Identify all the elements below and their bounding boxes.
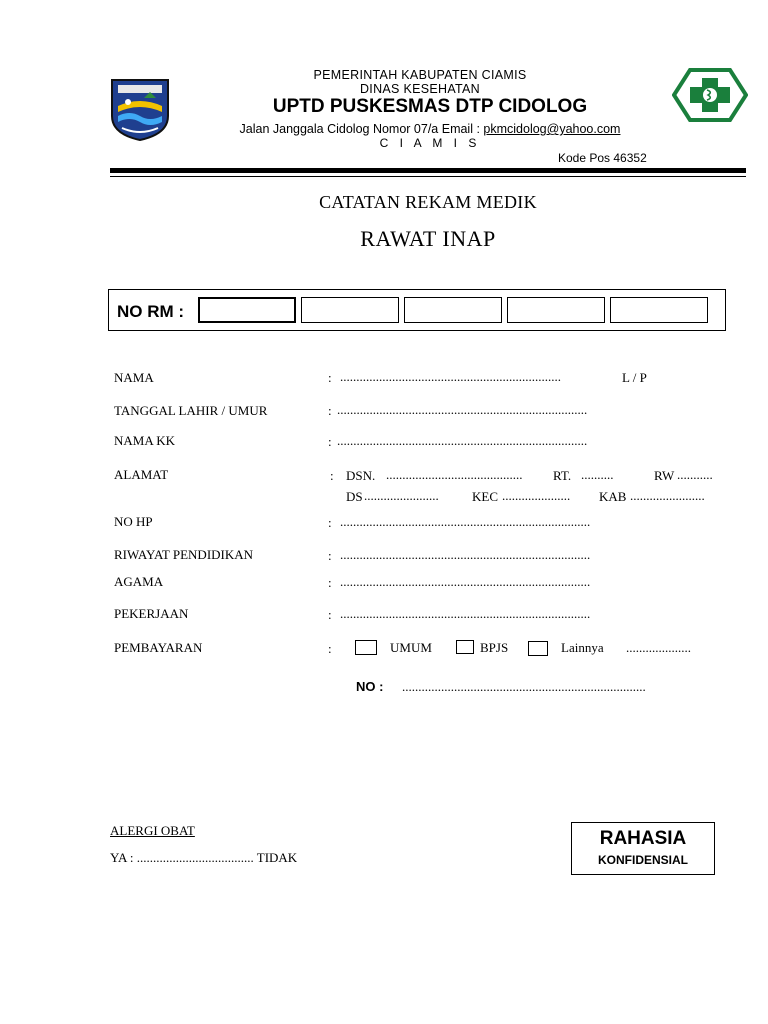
field-no-hp-label: NO HP bbox=[114, 514, 153, 529]
field-pekerjaan-colon: : bbox=[328, 607, 332, 622]
alergi-tidak-label: TIDAK bbox=[256, 850, 298, 865]
field-no-hp-input[interactable]: ............................................................................. bbox=[340, 514, 591, 529]
payment-lainnya-input[interactable]: .................... bbox=[626, 640, 691, 655]
field-alamat-dsn-label: DSN. bbox=[346, 468, 376, 483]
field-alamat-kab-label: KAB bbox=[599, 489, 627, 504]
header-department: DINAS KESEHATAN bbox=[359, 82, 481, 96]
field-nama-input[interactable]: .................................................................... bbox=[340, 369, 561, 384]
field-nama-kk-input[interactable]: ............................................................................. bbox=[337, 433, 588, 448]
field-pendidikan-label: RIWAYAT PENDIDIKAN bbox=[114, 547, 254, 562]
alergi-ya-input[interactable]: .................................... bbox=[136, 850, 254, 865]
header-address-text: Jalan Janggala Cidolog Nomor 07/a Email : bbox=[239, 122, 484, 136]
payment-umum-label: UMUM bbox=[390, 640, 432, 655]
document-title: CATATAN REKAM MEDIK bbox=[319, 192, 537, 212]
header-divider-thin bbox=[110, 176, 746, 177]
payment-umum-checkbox[interactable] bbox=[355, 640, 377, 655]
confidential-stamp bbox=[571, 822, 715, 875]
field-gender-option[interactable]: L / P bbox=[622, 370, 647, 385]
header-facility-name: UPTD PUSKESMAS DTP CIDOLOG bbox=[272, 96, 588, 117]
alergi-ya-label: YA : bbox=[110, 850, 134, 865]
field-alamat-rt-label: RT. bbox=[553, 468, 572, 483]
alergi-obat-row bbox=[110, 850, 297, 866]
puskesmas-green-cross-icon bbox=[672, 68, 748, 122]
rm-digit-cell-2[interactable] bbox=[301, 297, 399, 323]
field-alamat-colon: : bbox=[330, 468, 334, 483]
confidential-stamp-subtitle: KONFIDENSIAL bbox=[598, 853, 688, 867]
field-alamat-kec-input[interactable]: ..................... bbox=[502, 488, 571, 503]
header-email-link[interactable]: pkmcidolog@yahoo.com bbox=[483, 122, 621, 136]
field-alamat-kec-label: KEC bbox=[472, 489, 498, 504]
payment-lainnya-label: Lainnya bbox=[561, 640, 604, 655]
field-alamat-rt-input[interactable]: .......... bbox=[581, 467, 614, 482]
field-pembayaran-colon: : bbox=[328, 641, 332, 656]
field-pekerjaan-label: PEKERJAAN bbox=[114, 606, 189, 621]
payment-bpjs-checkbox[interactable] bbox=[456, 640, 474, 654]
header-government: PEMERINTAH KABUPATEN CIAMIS bbox=[313, 68, 527, 82]
rm-number-label: NO RM : bbox=[117, 302, 185, 321]
field-no-hp-colon: : bbox=[328, 515, 332, 530]
field-nama-label: NAMA bbox=[114, 370, 154, 385]
field-tanggal-lahir-input[interactable]: ............................................................................. bbox=[337, 402, 588, 417]
field-pendidikan-input[interactable]: ............................................................................. bbox=[340, 547, 591, 562]
alergi-obat-title: ALERGI OBAT bbox=[110, 823, 195, 838]
field-nama-kk-colon: : bbox=[328, 434, 332, 449]
payment-no-label: NO : bbox=[356, 679, 384, 694]
document-subtitle: RAWAT INAP bbox=[360, 226, 496, 251]
field-nama-colon: : bbox=[328, 370, 332, 385]
payment-bpjs-label: BPJS bbox=[480, 640, 509, 655]
header-postal-code: Kode Pos 46352 bbox=[558, 151, 647, 165]
ciamis-regency-crest-icon bbox=[108, 76, 172, 142]
header-address bbox=[180, 122, 680, 136]
field-tanggal-lahir-label: TANGGAL LAHIR / UMUR bbox=[114, 403, 268, 418]
header-divider-thick bbox=[110, 168, 746, 173]
field-agama-colon: : bbox=[328, 575, 332, 590]
field-nama-kk-label: NAMA KK bbox=[114, 433, 176, 448]
field-alamat-ds-label: DS bbox=[346, 489, 363, 504]
payment-lainnya-checkbox[interactable] bbox=[528, 641, 548, 656]
field-pekerjaan-input[interactable]: ............................................................................. bbox=[340, 606, 591, 621]
field-tanggal-lahir-colon: : bbox=[328, 403, 332, 418]
field-alamat-ds-input[interactable]: ....................... bbox=[364, 488, 439, 503]
field-agama-label: AGAMA bbox=[114, 574, 164, 589]
rm-digit-cell-4[interactable] bbox=[507, 297, 605, 323]
rm-digit-cell-5[interactable] bbox=[610, 297, 708, 323]
payment-no-input[interactable]: ........................................................................... bbox=[402, 679, 646, 694]
field-alamat-dsn-input[interactable]: .......................................... bbox=[386, 467, 523, 482]
rm-digit-cell-3[interactable] bbox=[404, 297, 502, 323]
confidential-stamp-title: RAHASIA bbox=[599, 828, 687, 849]
field-pembayaran-label: PEMBAYARAN bbox=[114, 640, 203, 655]
rm-digit-cell-1[interactable] bbox=[198, 297, 296, 323]
field-pendidikan-colon: : bbox=[328, 548, 332, 563]
field-alamat-rw-input[interactable]: ........... bbox=[677, 467, 713, 482]
field-alamat-rw-label: RW bbox=[654, 468, 675, 483]
field-agama-input[interactable]: ............................................................................. bbox=[340, 574, 591, 589]
header-city: C I A M I S bbox=[379, 136, 481, 150]
field-alamat-label: ALAMAT bbox=[114, 467, 169, 482]
field-alamat-kab-input[interactable]: ....................... bbox=[630, 488, 705, 503]
